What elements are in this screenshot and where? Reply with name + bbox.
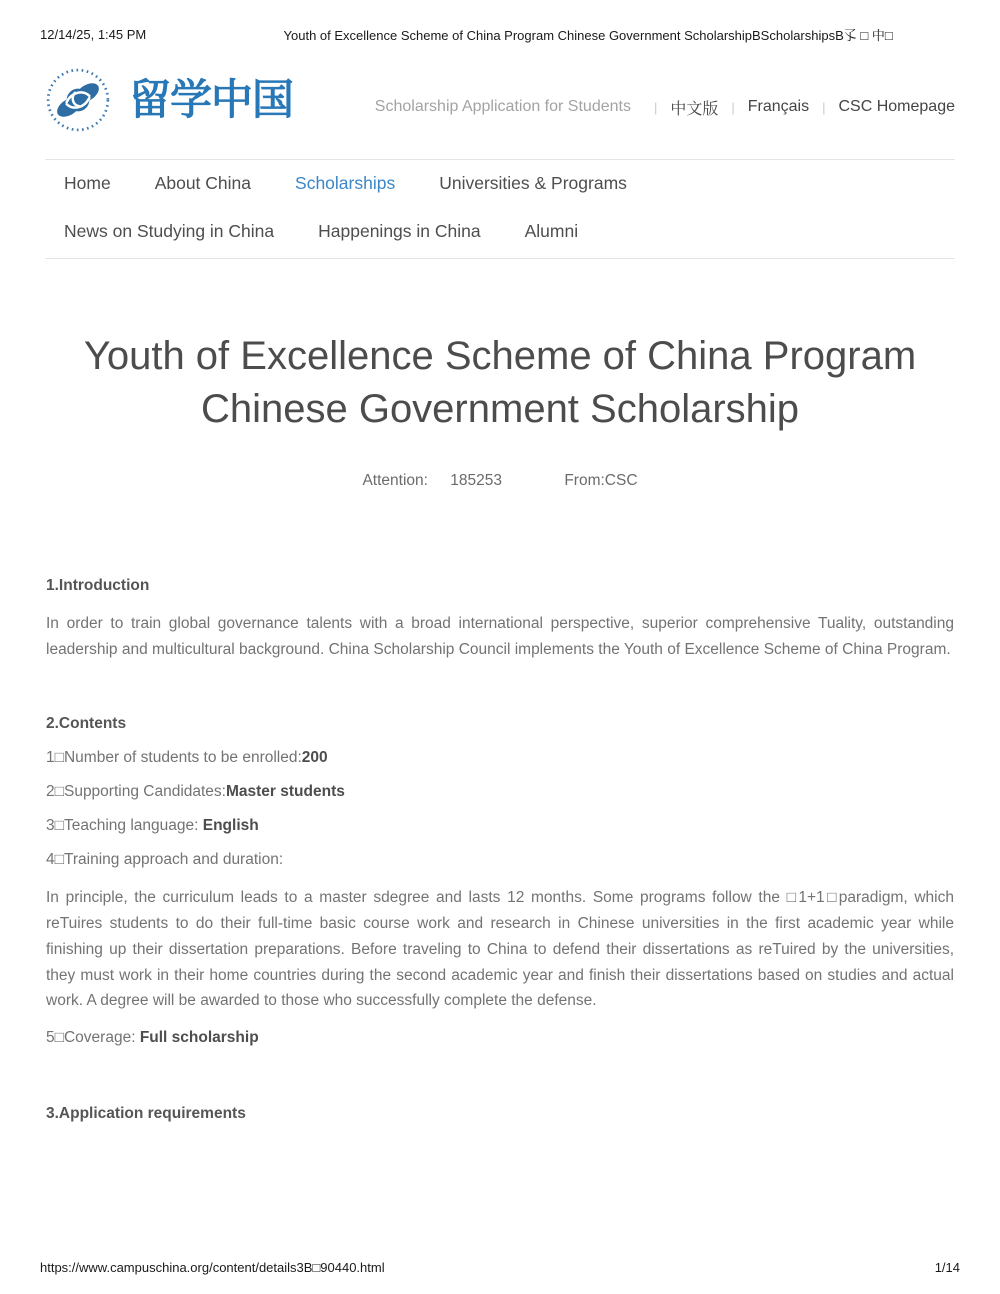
link-separator: | bbox=[731, 99, 735, 115]
item-label: 2□Supporting Candidates: bbox=[46, 783, 226, 801]
item-value: Master students bbox=[225, 783, 345, 801]
print-footer-url: https://www.campuschina.org/content/details3B□90440.html bbox=[40, 1260, 385, 1275]
attention-value: 185253 bbox=[450, 472, 503, 489]
item-label: 3□Teaching language: bbox=[46, 817, 203, 835]
print-footer bbox=[40, 1260, 960, 1275]
contents-item-training bbox=[46, 850, 954, 870]
introduction-paragraph: In order to train global governance talents with a broad international perspective, superior comprehensive Tuality, outstanding leadership and multicultural background. China Scholarship Council implements the Youth of Excellence Scheme of China Program. bbox=[46, 615, 954, 658]
article bbox=[46, 0, 954, 1124]
page-title: Youth of Excellence Scheme of China Program Chinese Government Scholarship bbox=[83, 334, 917, 431]
header-link-csc-homepage[interactable]: CSC Homepage bbox=[838, 98, 955, 115]
print-datetime: 12/14/25, 1:45 PM bbox=[40, 27, 147, 42]
nav-alumni[interactable]: Alumni bbox=[524, 221, 579, 241]
nav-home[interactable]: Home bbox=[64, 173, 111, 193]
nav-scholarships[interactable]: Scholarships bbox=[295, 173, 396, 193]
print-footer-page-indicator: 1/14 bbox=[934, 1260, 960, 1275]
item-value: Full scholarship bbox=[139, 1028, 259, 1046]
item-label: 1□Number of students to be enrolled: bbox=[46, 749, 302, 767]
contents-item-language bbox=[46, 816, 954, 836]
nav-happenings-in-china[interactable]: Happenings in China bbox=[318, 221, 481, 241]
contents-item-enrollment bbox=[46, 748, 954, 768]
print-doc-title: Youth of Excellence Scheme of China Program Chinese Government ScholarshipBScholarshipsB孓 □ 中□ bbox=[283, 28, 893, 43]
link-separator: | bbox=[822, 99, 826, 115]
contents-item-candidates bbox=[46, 782, 954, 802]
nav-universities-programs[interactable]: Universities & Programs bbox=[439, 173, 627, 193]
item-value: 200 bbox=[301, 749, 328, 767]
header-link-francais[interactable]: Français bbox=[747, 98, 810, 115]
training-duration-paragraph: In principle, the curriculum leads to a master sdegree and lasts 12 months. Some programs follow the □1+1□paradigm, which reTuires students to do their full-time basic course work and research in Chinese universities in the first academic year while finishing up their dissertation preparations. Before traveling to China to defend their dissertations as reTuired by the universities, they must work in their home countries during the second academic year and finish their dissertations based on studies and actual work. A degree will be awarded to those who successfully complete the defense. bbox=[46, 889, 954, 1010]
item-label: 5□Coverage: bbox=[46, 1028, 140, 1046]
nav-about-china[interactable]: About China bbox=[154, 173, 252, 193]
section-heading-introduction: 1.Introduction bbox=[46, 577, 150, 594]
item-label: 4□Training approach and duration: bbox=[46, 851, 284, 869]
nav-news-on-studying[interactable]: News on Studying in China bbox=[64, 221, 275, 241]
section-heading-contents: 2.Contents bbox=[46, 715, 127, 733]
from-source: From:CSC bbox=[564, 472, 638, 489]
attention-label: Attention: bbox=[362, 472, 428, 489]
item-value: English bbox=[202, 817, 259, 835]
section-heading-requirements: 3.Application requirements bbox=[46, 1104, 246, 1122]
header-link-chinese-version[interactable]: 中文版 bbox=[670, 100, 719, 118]
header-link-scholarship-application[interactable]: Scholarship Application for Students bbox=[374, 98, 631, 115]
logo-wordmark: 留学中国 bbox=[129, 76, 294, 123]
article-meta bbox=[46, 472, 954, 490]
link-separator: | bbox=[653, 99, 658, 115]
contents-item-coverage bbox=[46, 1028, 954, 1048]
